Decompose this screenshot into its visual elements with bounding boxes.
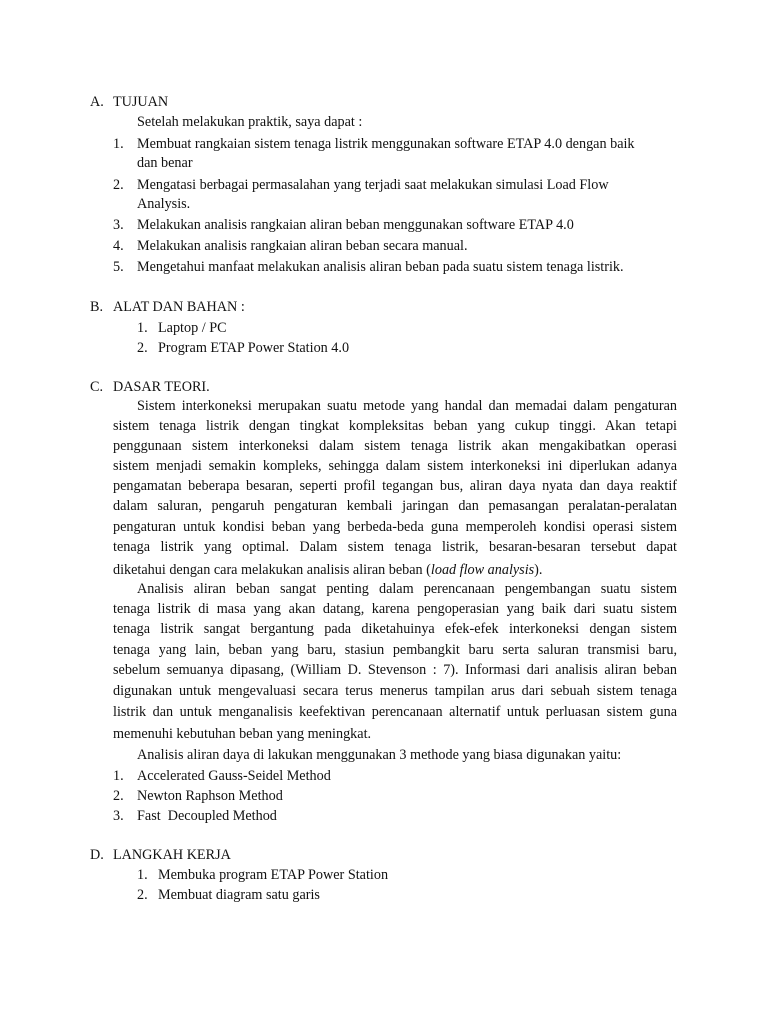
paragraph-line: tenaga yang lain, beban yang baru, stasiun pembangkit baru serta saluran transmisi baru,	[113, 642, 677, 658]
paragraph-line: pengamatan beberapa besaran, seperti profil tegangan bus, aliran daya nyata dan daya reaktif	[113, 478, 677, 494]
paragraph-line: pengaturan untuk kondisi beban yang berbeda-beda guna memperoleh kondisi operasi sistem	[113, 519, 677, 535]
section-letter: D.	[90, 847, 104, 863]
paragraph-line: tenaga listrik yang optimal. Dalam sistem tenaga listrik, besaran-besaran tersebut dapat	[113, 539, 677, 555]
section-letter: A.	[90, 94, 104, 110]
paragraph-line: sebelum semuanya dipasang, (William D. Stevenson : 7). Informasi dari analisis aliran beban	[113, 662, 677, 678]
paragraph-line: listrik dan untuk menganalisis keefektivan perencanaan alternatif untuk perluasan sistem guna	[113, 704, 677, 720]
section-title: ALAT DAN BAHAN :	[113, 299, 245, 315]
document-page: A. TUJUAN Setelah melakukan praktik, saya dapat : 1. Membuat rangkaian sistem tenaga listrik menggunakan software ETAP 4.0 dengan baik dan benar 2. Mengatasi berbagai permasalahan yang terjadi saat melakukan simulasi Load Flow Analysis. 3. Melakukan analisis rangkaian aliran beban menggunakan software ETAP 4.0 4. Melakukan analisis rangkaian aliran beban secara manual. 5. Mengetahui manfaat melakukan analisis aliran beban pada suatu sistem tenaga listrik. B. ALAT DAN BAHAN : 1. Laptop / PC 2. Program ETAP Power Station 4.0 C. DASAR TEORI. Sistem interkoneksi merupakan suatu metode yang handal dan memadai dalam pengaturan sistem tenaga listrik dengan tingkat kompleksitas beban yang cukup tinggi. Akan tetapi penggunaan sistem interkoneksi dalam sistem tenaga listrik akan mengakibatkan operasi sistem menjadi semakin kompleks, sehingga dalam sistem interkoneksi ini diperlukan adanya pengamatan beberapa besaran, seperti profil tegangan bus, aliran daya nyata dan daya reaktif dalam saluran, pengaruh pengaturan kembali jaringan dan pemasangan peralatan-peralatan pengaturan untuk kondisi beban yang berbeda-beda guna memperoleh kondisi operasi sistem tenaga listrik yang optimal. Dalam sistem tenaga listrik, besaran-besaran tersebut dapat diketahui dengan cara melakukan analisis aliran beban (load flow analysis). Analisis aliran beban sangat penting dalam perencanaan pengembangan suatu sistem tenaga listrik di masa yang akan datang, karena pengoperasian yang baik dari suatu sistem tenaga listrik sangat bergantung pada diketahuinya efek-efek interkoneksi dengan sistem tenaga yang lain, beban yang baru, stasiun pembangkit baru serta saluran transmisi baru, sebelum semuanya dipasang, (William D. Stevenson : 7). Informasi dari analisis aliran beban digunakan untuk mengevaluasi secara terus menerus tampilan arus dari sebuah sistem tenaga listrik dan untuk menganalisis keefektivan perencanaan alternatif untuk perluasan sistem guna memenuhi kebutuhan beban yang meningkat. Analisis aliran daya di lakukan menggunakan 3 methode yang biasa digunakan yaitu: 1. Accelerated Gauss-Seidel Method 2. Newton Raphson Method 3. Fast Decoupled Method D. LANGKAH KERJA 1. Membuka program ETAP Power Station 2. Membuat diagram satu garis	[90, 94, 677, 903]
paragraph-line: tenaga listrik sangat bergantung pada diketahuinya efek-efek interkoneksi dengan sistem	[113, 621, 677, 637]
paragraph-line: Sistem interkoneksi merupakan suatu metode yang handal dan memadai dalam pengaturan	[137, 398, 677, 414]
paragraph-line: dalam saluran, pengaruh pengaturan kembali jaringan dan pemasangan peralatan-peralatan	[113, 498, 677, 514]
section-title: DASAR TEORI.	[113, 379, 210, 395]
section-title: TUJUAN	[113, 94, 169, 110]
paragraph-line: penggunaan sistem interkoneksi dalam sistem tenaga listrik akan mengakibatkan operasi	[113, 438, 677, 454]
paragraph-line: tenaga listrik di masa yang akan datang, karena pengoperasian yang baik dari suatu sistem	[113, 601, 677, 617]
italic-term: load flow analysis	[430, 562, 535, 578]
section-letter: C.	[90, 379, 104, 395]
paragraph-line: Analisis aliran beban sangat penting dalam perencanaan pengembangan suatu sistem	[137, 581, 677, 597]
paragraph-line: sistem menjadi semakin kompleks, sehingga dalam sistem interkoneksi ini diperlukan adanya	[113, 458, 677, 474]
paragraph-line: sistem tenaga listrik dengan tingkat kompleksitas beban yang cukup tinggi. Akan tetapi	[113, 418, 677, 434]
section-title: LANGKAH KERJA	[113, 847, 231, 863]
section-letter: B.	[90, 299, 104, 315]
paragraph-line: digunakan untuk mengevaluasi secara terus menerus tampilan arus dari sebuah sistem tenaga	[113, 683, 677, 699]
